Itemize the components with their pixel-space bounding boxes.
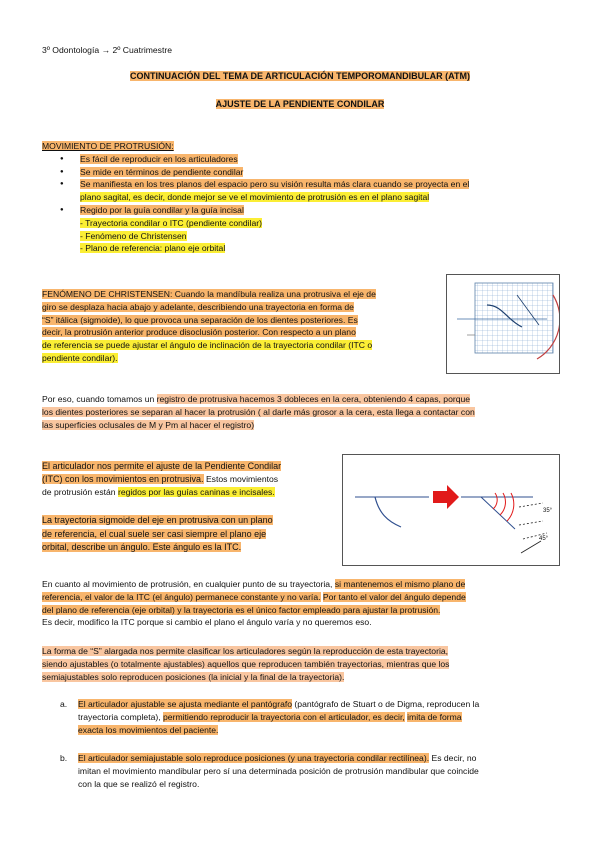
christensen-paragraph: FENÓMENO DE CHRISTENSEN: Cuando la mandíbula realiza una protrusiva el eje de giro se desplaza hacia abajo y adelante, describiendo una trayectoria en forma de “S” itálica (sigmoide), lo que provoca una separación de los dientes posteriores. Es decir, la protrusión anterior produce disoclusión posterior. Con respecto a un plano de referencia se puede ajustar el ángulo de inclinación de la trayectoria condilar (ITC o pendiente condilar).: [42, 289, 376, 363]
list-item: ● Se mide en términos de pendiente condilar: [60, 166, 562, 179]
angle-label: 45°: [539, 536, 549, 542]
list-marker-a: a.: [60, 699, 68, 709]
protrusion-heading: MOVIMIENTO DE PROTRUSIÓN:: [42, 141, 174, 151]
sub-item: - Trayectoria condilar o ITC (pendiente condilar): [80, 217, 262, 228]
forma-paragraph: La forma de “S” alargada nos permite clasificar los articuladores según la reproducción de esta trayectoria, siendo ajustables (o totalmente ajustables) aquellos que reproducen también trayectorias, mientras que los semiajustables solo reproducen posiciones (la inicial y la final de la trayectoria).: [42, 646, 450, 682]
sub-title: AJUSTE DE LA PENDIENTE CONDILAR: [215, 99, 385, 109]
sigmoid-trajectory-figure: [342, 454, 560, 566]
sigmoide-paragraph: La trayectoria sigmoide del eje en protrusiva con un plano de referencia, el cual suele ser casi siempre el plano eje orbital, describe un ángulo. Este ángulo es la ITC.: [42, 515, 273, 553]
list-item: ● Es fácil de reproducir en los articuladores: [60, 153, 562, 166]
list-item: ● Se manifiesta en los tres planos del espacio pero su visión resulta más clara cuando se proyecta en el plano sagital, es decir, donde mejor se ve el movimiento de protrusión es en el plano sagital: [60, 178, 562, 204]
constancia-paragraph: En cuanto al movimiento de protrusión, en cualquier punto de su trayectoria, si mantenemos el mismo plano de referencia, el valor de la ITC (el ángulo) permanece constante y no varía. Por tanto el valor del ángulo depende del plano de referencia (eje orbital) y la trayectoria es el único factor empleado para ajustar la protrusión. Es decir, modifico la ITC porque si cambio el plano el ángulo varía y no queremos eso.: [42, 579, 466, 628]
course-header: 3º Odontología → 2º Cuatrimestre: [42, 45, 172, 55]
sub-item: - Plano de referencia: plano eje orbital: [80, 243, 226, 254]
condylar-grid-drawing: [447, 275, 559, 373]
ajuste-paragraph: El articulador nos permite el ajuste de la Pendiente Condilar (ITC) con los movimientos en protrusiva. Estos movimientos de protrusión están regidos por las guías caninas e incisales.: [42, 461, 282, 497]
angle-label: 35°: [543, 508, 553, 514]
sub-item: - Fenómeno de Christensen: [80, 230, 187, 241]
list-marker-b: b.: [60, 753, 68, 763]
registro-paragraph: Por eso, cuando tomamos un registro de protrusiva hacemos 3 dobleces en la cera, obteniendo 4 capas, porque los dientes posteriores se separan al hacer la protrusión ( al darle más grosor a la cera, esta llega a contactar con las superficies oclusales de M y Pm al hacer el registro): [42, 394, 475, 430]
condylar-grid-figure: [446, 274, 560, 374]
sigmoid-trajectory-drawing: [343, 455, 559, 565]
list-item-a: El articulador ajustable se ajusta mediante el pantógrafo (pantógrafo de Stuart o de Digma, reproducen la trayectoria completa), permitiendo reproducir la trayectoria con el articulador, es decir, imita de forma exacta los movimientos del paciente.: [78, 699, 480, 735]
list-item: ● Regido por la guía condilar y la guía incisal: [60, 204, 562, 217]
protrusion-section: [42, 140, 562, 255]
list-item-b: El articulador semiajustable solo reproduce posiciones (y una trayectoria condilar rectilínea). Es decir, no imitan el movimiento mandibular pero sí una determinada posición de protrusión mandibular que coincide con la que se realizó el registro.: [78, 753, 479, 789]
main-title: CONTINUACIÓN DEL TEMA DE ARTICULACIÓN TEMPOROMANDIBULAR (ATM): [130, 71, 470, 81]
